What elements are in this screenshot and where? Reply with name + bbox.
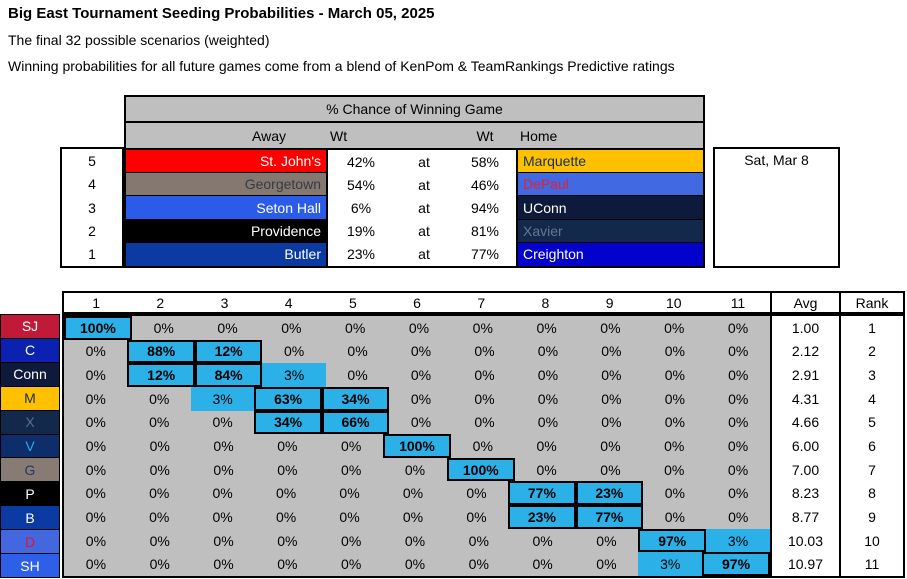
team-row-label: SJ — [1, 315, 59, 339]
home-win-pct: 77% — [470, 246, 500, 263]
seed-column-header: 8 — [541, 294, 550, 311]
probability-cell: 0% — [664, 508, 685, 525]
matrix-row — [64, 458, 770, 482]
seed-column-header: 9 — [605, 294, 614, 311]
at-label: at — [418, 223, 430, 240]
at-label: at — [418, 246, 430, 263]
seed-column-header: 4 — [284, 294, 293, 311]
probability-cell: 0% — [149, 532, 170, 549]
at-label: at — [418, 200, 430, 216]
probability-cell: 0% — [347, 343, 368, 360]
games-table — [124, 95, 705, 268]
away-win-pct: 42% — [346, 153, 376, 170]
probability-cell: 0% — [212, 414, 233, 431]
probability-cell: 0% — [149, 508, 170, 525]
probability-cell: 0% — [536, 438, 557, 455]
games-table-header-row — [126, 123, 703, 150]
probability-cell: 0% — [213, 532, 234, 549]
game-date: Sat, Mar 8 — [744, 152, 809, 168]
away-win-pct: 19% — [346, 223, 376, 240]
probability-cell: 0% — [536, 461, 557, 478]
probability-cell: 0% — [474, 343, 495, 360]
probability-cell: 0% — [153, 319, 174, 336]
rank-value: 9 — [868, 508, 876, 525]
game-date-box — [713, 147, 840, 268]
probability-cell: 0% — [728, 390, 749, 407]
probability-cell: 3% — [638, 552, 702, 576]
matrix-row — [64, 434, 770, 458]
probability-cell: 97% — [638, 529, 706, 553]
matrix-row — [64, 505, 770, 529]
team-row-label: X — [1, 411, 59, 435]
game-row — [126, 150, 703, 173]
probability-cell: 0% — [410, 343, 432, 360]
probability-cell: 0% — [664, 319, 685, 336]
home-win-pct: 58% — [470, 153, 500, 170]
probability-cell: 0% — [468, 556, 489, 573]
matrix-row — [64, 340, 770, 364]
probability-cell: 0% — [85, 438, 107, 455]
seed-column-header: 11 — [730, 294, 746, 311]
probability-cell: 0% — [600, 438, 621, 455]
seed-column-header: 2 — [156, 294, 165, 311]
home-team-cell: UConn — [516, 196, 703, 219]
probability-cell: 0% — [277, 438, 298, 455]
matrix-header-row — [62, 291, 905, 314]
probability-cell: 0% — [345, 319, 366, 336]
probability-cell: 0% — [474, 414, 495, 431]
away-win-pct: 54% — [346, 176, 376, 193]
probability-cell: 0% — [596, 556, 617, 573]
probability-cell: 0% — [728, 414, 749, 431]
avg-value: 2.91 — [791, 367, 820, 384]
probability-cell: 0% — [404, 556, 426, 573]
probability-cell: 0% — [664, 414, 685, 431]
avg-value: 10.97 — [787, 556, 824, 573]
seed-column-header: 10 — [665, 294, 682, 311]
probability-cell: 0% — [347, 367, 368, 384]
probability-cell: 0% — [213, 461, 234, 478]
probability-cell: 0% — [664, 461, 685, 478]
probability-cell: 66% — [322, 411, 389, 435]
away-win-pct: 6% — [350, 200, 372, 216]
matrix-row — [64, 552, 770, 576]
probability-cell: 0% — [277, 556, 298, 573]
team-row-label: D — [1, 530, 59, 554]
avg-value: 4.66 — [791, 414, 820, 431]
probability-cell: 0% — [537, 367, 559, 384]
rank-value: 1 — [868, 319, 876, 336]
matrix-row — [64, 481, 770, 505]
avg-value: 4.31 — [791, 390, 820, 407]
subtitle-scenarios: The final 32 possible scenarios (weighted) — [8, 32, 270, 48]
home-team-cell: Creighton — [516, 243, 703, 266]
team-row-label: V — [1, 435, 59, 459]
avg-column-header: Avg — [770, 293, 839, 312]
probability-cell: 0% — [728, 367, 749, 384]
probability-cell: 12% — [127, 363, 194, 387]
probability-cell: 0% — [537, 414, 559, 431]
rank-value: 10 — [864, 532, 880, 549]
matrix-row — [64, 411, 770, 435]
probability-cell: 0% — [601, 414, 622, 431]
probability-cell: 100% — [447, 458, 515, 482]
probability-cell: 0% — [727, 319, 749, 336]
probability-cell: 0% — [410, 390, 432, 407]
team-row-label: C — [1, 339, 59, 363]
probability-cell: 0% — [664, 438, 685, 455]
team-row-label: Conn — [1, 363, 59, 387]
away-win-pct: 23% — [346, 246, 376, 263]
probability-cell: 0% — [727, 461, 749, 478]
probability-cell: 77% — [508, 481, 575, 505]
probability-cell: 0% — [600, 461, 621, 478]
col-header-wt-away: Wt — [330, 127, 348, 144]
probability-cell: 100% — [64, 316, 132, 340]
probability-cell: 0% — [339, 508, 360, 525]
probability-cell: 88% — [127, 340, 194, 364]
probability-cell: 0% — [728, 485, 749, 502]
seed-number: 5 — [88, 152, 96, 169]
probability-cell: 0% — [664, 390, 685, 407]
away-team-cell: Georgetown — [126, 173, 328, 196]
probability-cell: 0% — [85, 485, 106, 502]
games-rows — [126, 150, 703, 266]
probability-cell: 0% — [339, 485, 360, 502]
probability-cell: 0% — [664, 485, 685, 502]
seed-number: 1 — [88, 246, 96, 263]
rank-value: 11 — [864, 556, 880, 573]
probability-cell: 0% — [537, 343, 559, 360]
probability-cell: 0% — [85, 532, 107, 549]
probability-cell: 0% — [468, 532, 489, 549]
avg-value: 2.12 — [791, 343, 820, 360]
matrix-seed-headers — [64, 293, 770, 312]
game-row — [126, 220, 703, 243]
rank-value: 3 — [868, 367, 876, 384]
probability-cell: 0% — [85, 556, 107, 573]
probability-cell: 0% — [341, 556, 362, 573]
avg-value: 8.23 — [791, 485, 820, 502]
probability-cell: 12% — [195, 340, 262, 364]
probability-cell: 23% — [508, 505, 575, 529]
avg-column — [770, 316, 839, 576]
matrix-row — [64, 316, 770, 340]
team-row-label: M — [1, 387, 59, 411]
rank-value: 6 — [868, 438, 876, 455]
game-row — [126, 243, 703, 266]
probability-cell: 0% — [85, 414, 106, 431]
probability-cell: 0% — [277, 532, 298, 549]
seed-column-header: 3 — [220, 294, 229, 311]
away-team-cell: St. John's — [126, 150, 328, 173]
rank-value: 5 — [868, 414, 876, 431]
probability-cell: 0% — [402, 485, 424, 502]
probability-cell: 0% — [664, 343, 685, 360]
probability-cell: 0% — [212, 508, 233, 525]
probability-cell: 0% — [149, 438, 170, 455]
probability-cell: 0% — [85, 508, 106, 525]
probability-grid — [64, 316, 770, 576]
probability-cell: 0% — [85, 461, 107, 478]
probability-cell: 0% — [664, 367, 685, 384]
seed-number-column — [60, 147, 124, 268]
probability-cell: 0% — [217, 319, 238, 336]
probability-cell: 0% — [212, 485, 233, 502]
matrix-row — [64, 529, 770, 553]
probability-cell: 0% — [537, 390, 559, 407]
probability-cell: 0% — [600, 319, 621, 336]
home-win-pct: 46% — [470, 176, 500, 193]
probability-cell: 0% — [466, 508, 487, 525]
rank-value: 8 — [868, 485, 876, 502]
probability-cell: 0% — [149, 556, 170, 573]
probability-cell: 63% — [254, 387, 321, 411]
matrix-team-label-column — [0, 314, 60, 578]
col-header-away: Away — [252, 127, 286, 144]
probability-cell: 0% — [728, 508, 749, 525]
subtitle-ratings-source: Winning probabilities for all future games come from a blend of KenPom & TeamRankings Predictive ratings — [8, 58, 675, 74]
col-header-home: Home — [520, 127, 558, 144]
probability-cell: 0% — [536, 319, 557, 336]
seed-number: 2 — [88, 222, 96, 239]
team-row-label: B — [1, 506, 59, 530]
probability-cell: 34% — [322, 387, 389, 411]
away-team-cell: Providence — [126, 220, 328, 243]
probability-cell: 0% — [474, 390, 495, 407]
home-win-pct: 94% — [470, 200, 500, 216]
probability-cell: 0% — [472, 438, 493, 455]
games-table-title: % Chance of Winning Game — [126, 97, 703, 123]
probability-cell: 0% — [601, 390, 622, 407]
seed-column-header: 6 — [413, 294, 421, 311]
matrix-row — [64, 387, 770, 411]
home-team-cell: Marquette — [516, 150, 703, 173]
probability-cell: 0% — [149, 414, 170, 431]
probability-cell: 0% — [410, 367, 432, 384]
probability-cell: 23% — [576, 481, 643, 505]
probability-cell: 84% — [195, 363, 262, 387]
probability-cell: 0% — [85, 343, 106, 360]
avg-value: 1.00 — [791, 319, 820, 336]
probability-cell: 0% — [277, 461, 298, 478]
probability-cell: 0% — [402, 508, 424, 525]
game-row — [126, 173, 703, 196]
probability-cell: 0% — [410, 414, 432, 431]
probability-cell: 0% — [466, 485, 487, 502]
at-label: at — [418, 153, 430, 170]
probability-cell: 0% — [275, 508, 297, 525]
rank-column-header: Rank — [839, 293, 903, 312]
probability-cell: 34% — [254, 411, 321, 435]
probability-cell: 3% — [262, 363, 325, 387]
avg-value: 6.00 — [791, 438, 820, 455]
avg-value: 7.00 — [791, 461, 820, 478]
avg-value: 8.77 — [791, 508, 820, 525]
probability-cell: 0% — [149, 390, 170, 407]
probability-cell: 0% — [149, 461, 170, 478]
away-team-cell: Butler — [126, 243, 328, 266]
probability-cell: 0% — [532, 556, 553, 573]
probability-cell: 0% — [728, 343, 749, 360]
probability-cell: 0% — [532, 532, 553, 549]
seed-column-header: 7 — [477, 294, 486, 311]
probability-cell: 100% — [383, 434, 451, 458]
at-label: at — [418, 176, 430, 193]
probability-cell: 0% — [283, 343, 305, 360]
probability-cell: 0% — [404, 461, 426, 478]
seed-number: 3 — [88, 199, 96, 216]
probability-cell: 0% — [472, 319, 493, 336]
probability-cell: 0% — [149, 485, 170, 502]
probability-cell: 0% — [275, 485, 297, 502]
home-win-pct: 81% — [470, 223, 500, 240]
col-header-wt-home: Wt — [476, 127, 494, 144]
matrix-body — [62, 314, 905, 578]
away-team-cell: Seton Hall — [126, 196, 328, 219]
probability-cell: 3% — [191, 387, 254, 411]
rank-value: 2 — [868, 343, 876, 360]
probability-cell: 0% — [85, 390, 106, 407]
team-row-label: P — [1, 482, 59, 506]
probability-cell: 0% — [341, 461, 362, 478]
probability-cell: 0% — [408, 319, 430, 336]
col-header-spacer — [394, 123, 454, 148]
probability-cell: 0% — [213, 438, 234, 455]
team-row-label: G — [1, 458, 59, 482]
seed-number: 4 — [88, 176, 96, 193]
avg-value: 10.03 — [787, 532, 824, 549]
probability-cell: 0% — [474, 367, 495, 384]
home-team-cell: Xavier — [516, 220, 703, 243]
probability-cell: 0% — [601, 367, 622, 384]
probability-cell: 0% — [341, 438, 362, 455]
probability-cell: 0% — [281, 319, 302, 336]
seed-column-header: 5 — [348, 294, 357, 311]
team-row-label: SH — [1, 554, 59, 577]
home-team-cell: DePaul — [516, 173, 703, 196]
game-row — [126, 196, 703, 219]
probability-cell: 0% — [596, 532, 617, 549]
rank-column — [839, 316, 903, 576]
probability-cell: 77% — [576, 505, 643, 529]
probability-cell: 0% — [341, 532, 362, 549]
probability-cell: 0% — [404, 532, 426, 549]
page-title: Big East Tournament Seeding Probabilities - March 05, 2025 — [8, 5, 435, 22]
probability-cell: 3% — [706, 529, 770, 553]
rank-value: 7 — [868, 461, 876, 478]
probability-cell: 0% — [213, 556, 234, 573]
rank-value: 4 — [868, 390, 876, 407]
probability-cell: 0% — [601, 343, 622, 360]
probability-cell: 0% — [85, 367, 106, 384]
seed-column-header: 1 — [92, 294, 100, 311]
probability-cell: 0% — [727, 438, 749, 455]
probability-cell: 97% — [702, 552, 770, 576]
matrix-row — [64, 363, 770, 387]
